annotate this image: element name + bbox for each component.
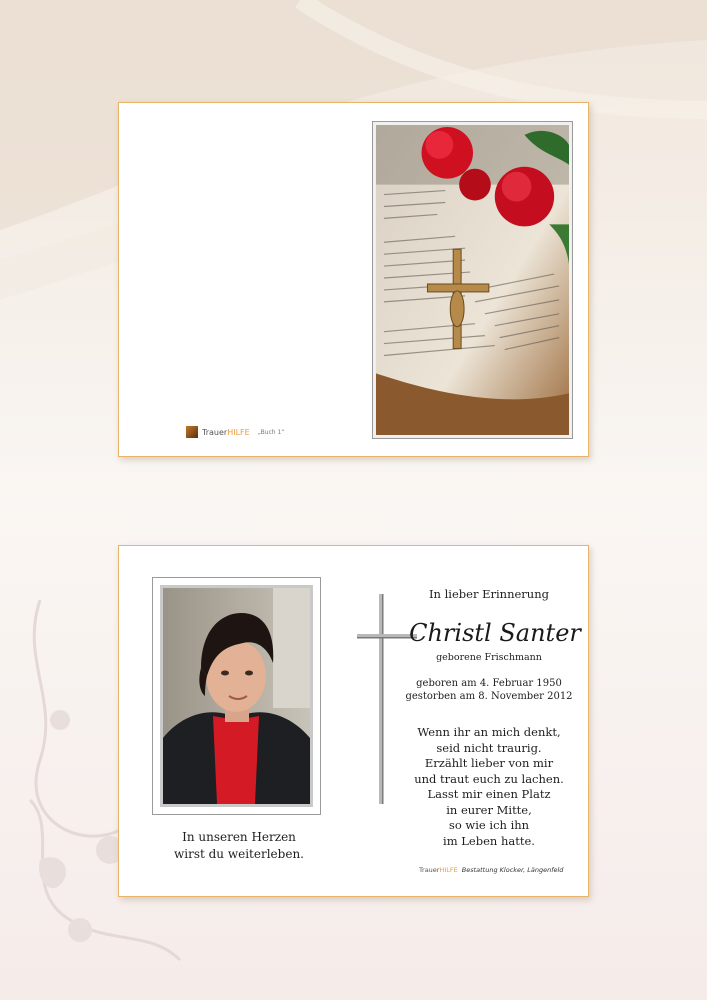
design-variant-label: „Buch 1“	[257, 428, 285, 436]
poem-line: Erzählt lieber von mir	[424, 756, 554, 770]
poem-line: im Leben hatte.	[443, 833, 535, 848]
front-brand	[186, 426, 284, 438]
deceased-name: Christl Santer	[409, 619, 581, 647]
brand-name-trauer: Trauer	[202, 427, 228, 437]
poem-line: in eurer Mitte,	[446, 802, 532, 817]
portrait-mat	[160, 585, 313, 807]
memorial-heading: In lieber Erinnerung	[429, 587, 549, 601]
card-back	[118, 545, 589, 897]
poem	[399, 725, 579, 849]
motto-line: wirst du weiterleben.	[173, 847, 304, 861]
life-dates	[399, 677, 579, 703]
brand-name-hilfe: HILFE	[439, 866, 458, 874]
poem-line: so wie ich ihn	[448, 818, 530, 832]
birth-date: geboren am 4. Februar 1950	[416, 678, 562, 689]
death-date: gestorben am 8. November 2012	[405, 691, 573, 702]
cover-photo-frame	[372, 121, 573, 439]
funeral-home-name: Bestattung Klocker, Längenfeld	[461, 866, 564, 874]
portrait-photo-icon	[163, 588, 310, 804]
portrait-frame	[152, 577, 321, 815]
card-front	[118, 102, 589, 457]
motto-text	[149, 829, 329, 863]
poem-line: seid nicht traurig.	[436, 740, 542, 755]
birth-name: geborene Frischmann	[436, 652, 542, 663]
brand-name-hilfe: HILFE	[227, 427, 250, 437]
poem-line: Wenn ihr an mich denkt,	[417, 725, 561, 739]
poem-line: und traut euch zu lachen.	[414, 771, 564, 786]
trauerhilfe-logo-icon	[186, 426, 198, 438]
brand-name-trauer: Trauer	[419, 866, 440, 874]
motto-line: In unseren Herzen	[182, 830, 296, 844]
poem-line: Lasst mir einen Platz	[427, 787, 551, 801]
back-footer-brand	[419, 866, 563, 874]
bible-cross-roses-photo-icon	[376, 125, 569, 435]
